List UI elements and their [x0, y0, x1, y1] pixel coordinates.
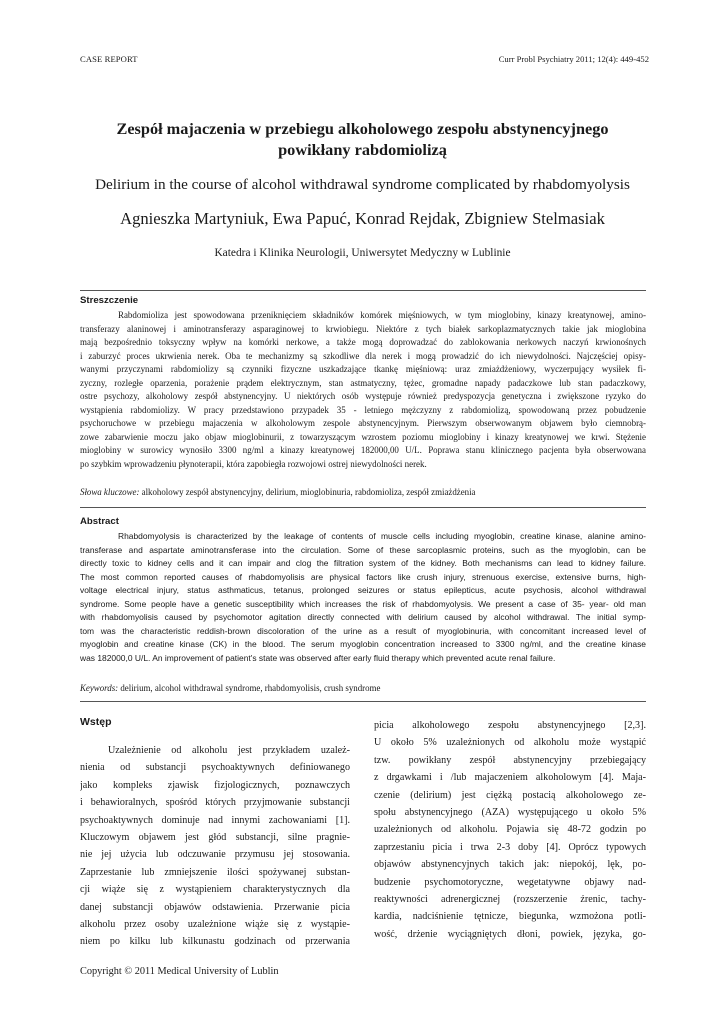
text-line: mioglobiny w surowicy wynosiło 3300 ng/ml a kinazy kreatynowej 182000,00 U/L. Poprawa stanu klinicznego pacjenta była obserwowana — [80, 445, 646, 455]
text-line: was 182000,0 U/L. An improvement of patient's state was observed after early fluid therapy which prevented acute renal failure. — [80, 652, 556, 663]
section-divider — [80, 701, 646, 702]
abstract-heading: Abstract — [80, 516, 119, 527]
text-line: i behawioralnych, spośród których przyjmowanie substancji — [80, 797, 350, 809]
running-header-citation: Curr Probl Psychiatry 2011; 12(4): 449-452 — [498, 54, 649, 64]
section-heading-wstep: Wstęp — [80, 716, 112, 728]
text-line: Rhabdomyolysis is characterized by the leakage of contents of muscle cells including myoglobin, creatine kinase, alanine amino- — [118, 531, 646, 541]
text-line: directly toxic to kidney cells and it can impair and clog the filtration system of the kidney. Both mechanisms can lead to kidney failure. — [80, 558, 646, 568]
text-line: niem po kilku lub kilkunastu godzinach od przerwania — [80, 936, 350, 948]
section-divider — [80, 290, 646, 291]
text-line: zaprzestaniu picia i trwa 2-3 doby [4]. Oprócz typowych — [374, 841, 646, 853]
title-line: Zespół majaczenia w przebiegu alkoholowego zespołu abstynencyjnego — [116, 119, 609, 138]
text-line: syndrome. Some people have a genetic susceptibility which increases the risk of rhabdomyolysis. We present a case of 35- year- old man — [80, 598, 646, 609]
text-line: U około 5% uzależnionych od alkoholu może wystąpić — [374, 737, 646, 749]
text-line: myoglobin and creatine kinase (CK) in the blood. The serum myoglobin concentration increased to 3300 ng/ml, and the creatine kinase — [80, 639, 646, 649]
text-line: nienia od substancji psychoaktywnych definiowanego — [80, 762, 350, 774]
keywords-list: delirium, alcohol withdrawal syndrome, rhabdomyolisis, crush syndrome — [118, 683, 381, 693]
text-line: i zaburzyć proces ukrwienia nerek. Oba te mechanizmy są szkodliwe dla nerek i mogą prowadzić do ich niewydolności. Najczęściej opisy- — [80, 350, 646, 361]
streszczenie-body — [80, 309, 646, 471]
copyright-footer: Copyright © 2011 Medical University of Lublin — [80, 966, 279, 977]
section-divider — [80, 507, 646, 508]
text-line: społu abstynencyjnego (AZA) występującego u około 5% — [374, 806, 646, 818]
abstract-body — [80, 530, 646, 665]
text-line: mają bezpośrednio toksyczny wpływ na komórki nerkowe, a także mogą doprowadzać do zablokowania nerkowych naczyń krwionośnych — [80, 337, 646, 347]
running-header-section: CASE REPORT — [80, 54, 138, 64]
text-line: tzw. powikłany zespół abstynencyjny przebiegający — [374, 754, 646, 766]
keywords-label: Słowa kluczowe: — [80, 487, 140, 497]
text-line: wość, drżenie wyciągniętych dłoni, powiek, języka, go- — [374, 928, 646, 940]
text-line: uzależnionych od alkoholu. Pojawia się 48-72 godzin po — [374, 824, 646, 836]
text-line: nie jej użycia lub odczuwanie przymusu jej stosowania. — [80, 849, 350, 861]
text-line: budzenie psychomotoryczne, wegetatywne objawy nad- — [374, 876, 646, 888]
text-line: wystąpienia rabdomiolizy. W pracy przedstawiono przypadek 35 - letniego mężczyzny z rabdomiolizą, spowodowaną przez pobudzenie — [80, 404, 646, 415]
affiliation: Katedra i Klinika Neurologii, Uniwersytet Medyczny w Lublinie — [214, 247, 511, 259]
keywords-label: Keywords: — [80, 683, 119, 693]
text-line: reaktywności adrenergicznej (rozszerzenie źrenic, tachy- — [374, 893, 646, 905]
text-line: czenie (delirium) jest ciężką postacią alkoholowego ze- — [374, 789, 646, 801]
article-title-polish — [60, 118, 665, 160]
text-line: zyczny, rozległe oparzenia, porażenie prądem elektrycznym, stan astmatyczny, tężec, gromadne napady padaczkowe lub stan padaczkowy, — [80, 377, 646, 388]
text-line: psychoruchowe w przebiegu majaczenia w alkoholowym zespole abstynencyjnym. Pierwszym obserwowanym objawem było ciemnobrą- — [80, 418, 646, 428]
body-column-left — [80, 742, 350, 951]
keywords-polish — [80, 486, 646, 498]
text-line: po szybkim wprowadzeniu płynoterapii, która zapobiegła rozwojowi ostrej niewydolności nerek. — [80, 458, 427, 469]
text-line: alkoholu przez osoby uzależnione wiąże się z wystąpie- — [80, 918, 350, 930]
text-line: ostre psychozy, alkoholowy zespół abstynencyjny. U niektórych osób występuje również predyspozycja genetyczna i zwiększone ryzyko do — [80, 391, 646, 401]
text-line: Kluczowym objawem jest głód substancji, silne pragnie- — [80, 831, 350, 843]
text-line: wanymi przyczynami rabdomiolizy są czynniki fizyczne uszkadzające tkankę mięśniową: uraz zmiażdżeniowy, wyczerpujący wysiłek fi- — [80, 364, 646, 374]
text-line: Rabdomioliza jest spowodowana przeniknięciem składników komórek mięśniowych, w tym mioglobiny, kinazy kreatynowej, amino- — [118, 310, 646, 320]
title-line: powikłany rabdomiolizą — [278, 140, 447, 159]
text-line: zowe zabarwienie moczu jako objaw mioglobinurii, z towarzyszącym wzrostem poziomu mioglobiny i kinazy kreatynowej we krwi. Stężenie — [80, 431, 646, 442]
text-line: psychoaktywnych dominuje nad innymi zachowaniami [1]. — [80, 814, 350, 826]
text-line: objawów abstynencyjnych takich jak: niepokój, lęk, po- — [374, 859, 646, 871]
text-line: danej substancji objawów odstawienia. Przerwanie picia — [80, 901, 350, 913]
text-line: with rhabdomyolisis caused by psychomotor agitation directly connected with delirium caused by alcohol withdrawal. The initial symp- — [80, 612, 646, 622]
keywords-english — [80, 682, 646, 694]
text-line: Uzależnienie od alkoholu jest przykładem uzależ- — [108, 745, 350, 756]
text-line: Zaprzestanie lub zmniejszenie ilości spożywanej substan- — [80, 866, 350, 878]
text-line: transferase and aspartate aminotransferase into the circulation. Some of these sarcoplasmic proteins, such as the myoglobin, can be — [80, 544, 646, 555]
article-title-english: Delirium in the course of alcohol withdrawal syndrome complicated by rhabdomyolysis — [95, 176, 630, 193]
text-line: voltage electrical injury, status asthmaticus, tetanus, prolonged seizures or status epilepticus, acute psychosis, alcohol withdrawal — [80, 585, 646, 595]
author-list: Agnieszka Martyniuk, Ewa Papuć, Konrad Rejdak, Zbigniew Stelmasiak — [120, 209, 605, 228]
text-line: transferazy alaninowej i aminotransferazy asparaginowej to krwiobiegu. Niektóre z tych białek sarkoplazmatycznych takie jak mioglobina — [80, 323, 646, 334]
streszczenie-heading: Streszczenie — [80, 295, 139, 306]
text-line: jako kompleks zjawisk fizjologicznych, poznawczych — [80, 779, 350, 791]
text-line: picia alkoholowego zespołu abstynencyjnego [2,3]. — [374, 720, 646, 731]
text-line: The most common reported causes of rhabdomyolisis are physical factors like crush injury, strenuous exercise, extensive burns, high- — [80, 571, 646, 582]
text-line: tom was the characteristic reddish-brown discoloration of the urine as a result of myoglobinuria, with concomitant increased level of — [80, 625, 646, 636]
body-column-right — [374, 717, 646, 943]
text-line: cji wiąże się z wystąpieniem charakterystycznych dla — [80, 884, 350, 896]
text-line: kardia, nadciśnienie tętnicze, biegunka, wzmożona potli- — [374, 911, 646, 923]
text-line: z drgawkami i /lub majaczeniem alkoholowym [4]. Maja- — [374, 772, 646, 784]
keywords-list: alkoholowy zespół abstynencyjny, delirium, mioglobinuria, rabdomioliza, zespół zmiażdżenia — [139, 487, 476, 497]
